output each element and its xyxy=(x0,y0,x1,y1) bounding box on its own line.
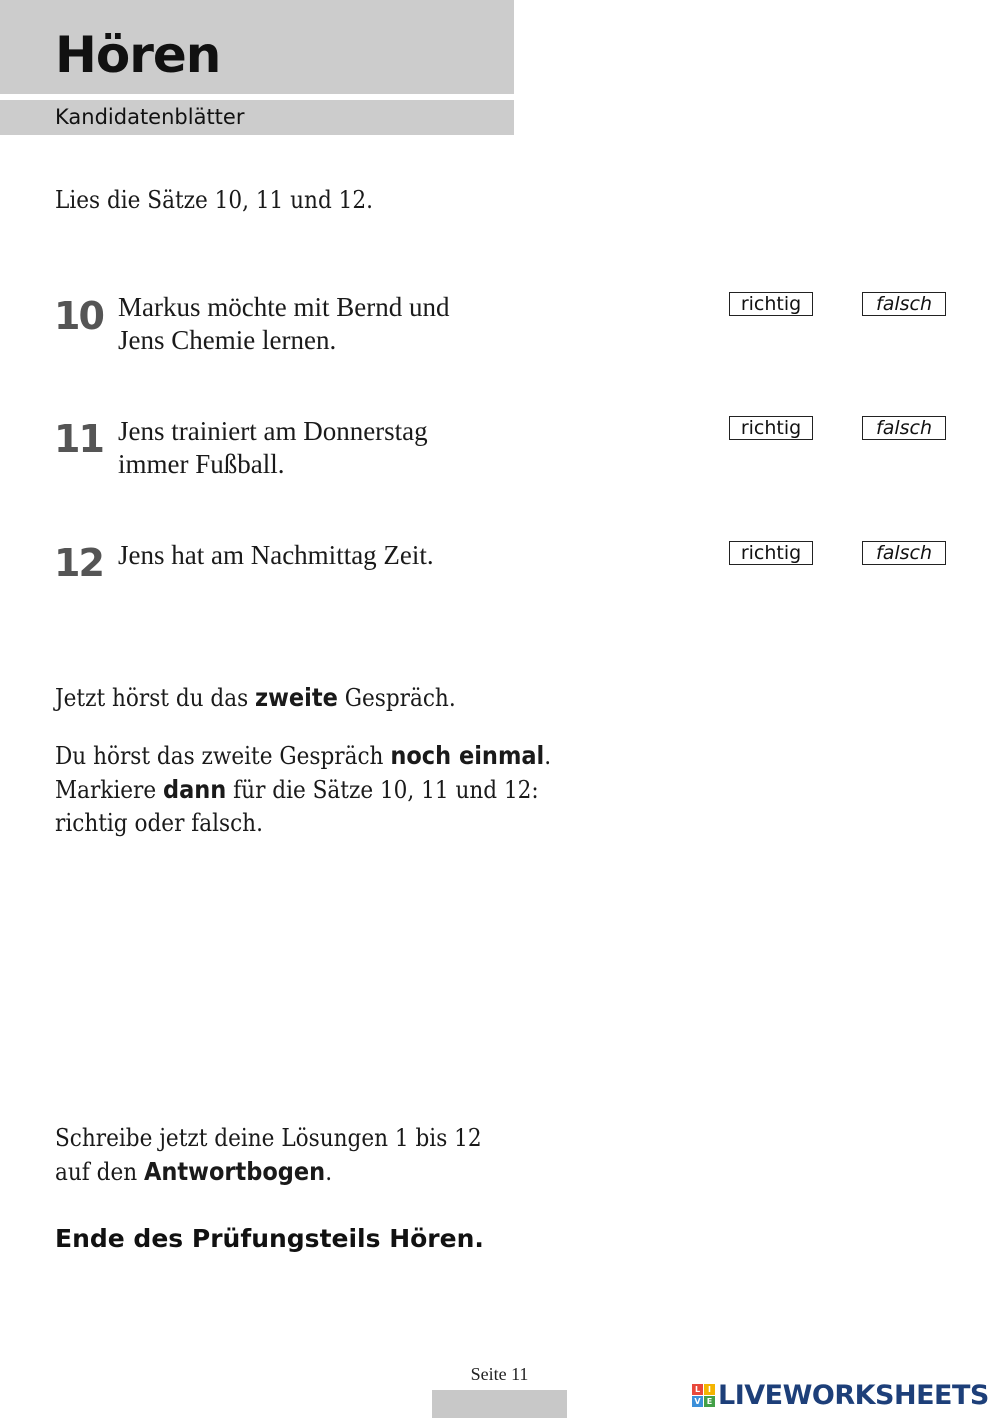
liveworksheets-logo-icon xyxy=(692,1384,715,1407)
item-10-richtig-checkbox[interactable]: richtig xyxy=(729,292,813,316)
item-10-falsch-checkbox[interactable]: falsch xyxy=(862,292,946,316)
write-line-1: Schreibe jetzt deine Lösungen 1 bis 12 xyxy=(55,1124,482,1152)
item-text-12 xyxy=(118,539,538,572)
item-11-richtig-checkbox[interactable]: richtig xyxy=(729,416,813,440)
repeat-line-1-prefix: Du hörst das zweite Gespräch xyxy=(55,742,391,770)
brand-text: LIVEWORKSHEETS xyxy=(718,1379,989,1411)
repeat-line-2-bold: dann xyxy=(163,775,227,804)
header-band xyxy=(0,0,514,94)
page-subtitle: Kandidatenblätter xyxy=(55,105,245,129)
listen-instruction xyxy=(55,681,456,715)
item-number-10: 10 xyxy=(54,294,103,338)
listen-prefix: Jetzt hörst du das xyxy=(55,684,256,712)
item-10-line-1: Markus möchte mit Bernd und xyxy=(118,292,450,322)
write-instruction xyxy=(55,1122,482,1189)
item-10-line-2: Jens Chemie lernen. xyxy=(118,325,337,355)
page-title: Hören xyxy=(55,26,221,84)
item-11-line-2: immer Fußball. xyxy=(118,449,285,479)
subheader-band xyxy=(0,100,514,135)
logo-cell-v: V xyxy=(692,1396,703,1407)
page-number: Seite 11 xyxy=(470,1364,529,1384)
listen-suffix: Gespräch. xyxy=(337,684,456,712)
logo-cell-l: L xyxy=(692,1384,703,1395)
item-number-11: 11 xyxy=(54,417,103,461)
item-text-11 xyxy=(118,415,538,481)
item-number-12: 12 xyxy=(54,541,103,585)
repeat-line-1 xyxy=(55,739,551,773)
item-12-falsch-checkbox[interactable]: falsch xyxy=(862,541,946,565)
page-number-bar xyxy=(432,1390,567,1418)
repeat-line-2-suffix: für die Sätze 10, 11 und 12: xyxy=(226,776,539,804)
repeat-line-1-bold: noch einmal xyxy=(390,741,545,770)
item-text-10 xyxy=(118,291,538,357)
end-of-section-text: Ende des Prüfungsteils Hören. xyxy=(55,1224,484,1253)
logo-cell-e: E xyxy=(704,1396,715,1407)
repeat-line-2 xyxy=(55,773,551,807)
repeat-line-1-suffix: . xyxy=(544,742,552,770)
write-line-2 xyxy=(55,1155,482,1189)
repeat-instruction xyxy=(55,739,551,840)
write-line-2-prefix: auf den xyxy=(55,1158,144,1186)
logo-cell-i: I xyxy=(704,1384,715,1395)
write-line-2-bold: Antwortbogen xyxy=(143,1157,326,1186)
item-11-falsch-checkbox[interactable]: falsch xyxy=(862,416,946,440)
item-12-richtig-checkbox[interactable]: richtig xyxy=(729,541,813,565)
write-line-2-suffix: . xyxy=(325,1158,333,1186)
repeat-line-3: richtig oder falsch. xyxy=(55,809,263,837)
listen-bold: zweite xyxy=(255,683,338,712)
item-11-line-1: Jens trainiert am Donnerstag xyxy=(118,416,428,446)
intro-text: Lies die Sätze 10, 11 und 12. xyxy=(55,186,373,214)
liveworksheets-brand[interactable] xyxy=(692,1378,989,1412)
repeat-line-2-prefix: Markiere xyxy=(55,776,164,804)
item-12-line-1: Jens hat am Nachmittag Zeit. xyxy=(118,540,434,570)
